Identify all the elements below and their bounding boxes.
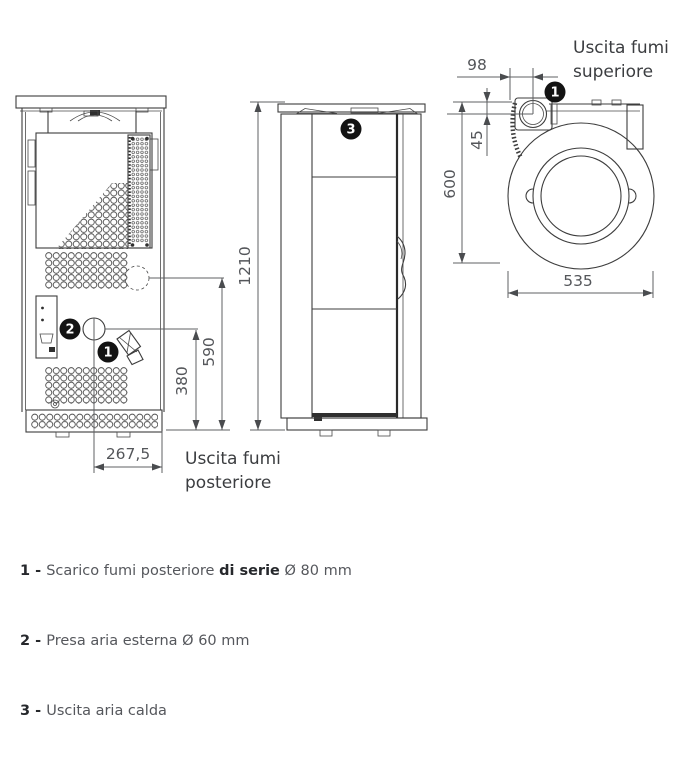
svg-text:1: 1 [103,345,113,361]
rear-bracket-lower [28,171,35,205]
top-notch-left [526,189,533,203]
rear-vent-strip [128,135,150,248]
top-view [508,82,654,270]
rear-view [16,96,166,437]
top-junction-box [627,105,643,149]
legend-item-2 [20,632,440,651]
side-dimensions [236,102,285,430]
rear-latch-detail [70,110,120,121]
dim-98: 98 [467,56,487,74]
rear-smoke-pipe [117,331,143,365]
rear-outlet-label-line1: Uscita fumi [185,449,281,469]
marker-1-badge-rear [98,342,119,363]
rear-foot-left [56,432,69,437]
rear-outlet-label-line2: posteriore [185,473,272,493]
top-body-circle [508,123,654,269]
dim-267-5: 267,5 [105,445,151,463]
legend-item-2-number: 2 - [20,633,47,649]
rear-electrical-panel [36,296,57,358]
marker-1-badge-top [545,82,566,103]
marker-2-badge [60,319,81,340]
side-view [278,104,427,436]
dim-45: 45 [468,130,486,150]
side-bottom-strip [312,413,397,417]
legend-item-2-text: Presa aria esterna [46,633,183,649]
svg-text:3: 3 [346,122,356,138]
door-handle [397,236,406,299]
top-outlet-label-line2: superiore [573,62,654,82]
dim-600: 600 [441,169,459,199]
rear-hole-pattern-middle [45,252,128,289]
top-outlet-label-line1: Uscita fumi [573,38,669,58]
dim-535: 535 [563,272,593,290]
rear-bracket-upper [28,140,35,167]
legend-item-1-number: 1 - [20,563,47,579]
side-plinth [287,418,427,430]
upper-outlet-dashed-circle [125,266,149,290]
legend-item-1-rest: Ø 80 mm [279,563,352,579]
top-plate-ring-outer [533,148,629,244]
marker-3-badge [341,119,362,140]
side-vent-slots [297,108,417,114]
svg-text:2: 2 [65,322,75,338]
rear-foot-right [117,432,130,437]
legend-item-2-rest: Ø 60 mm [182,633,250,649]
top-plate-ring-inner [541,156,621,236]
legend [20,524,440,772]
legend-item-3-text: Uscita aria calda [46,703,167,719]
rear-bracket-right [150,139,158,170]
legend-item-3 [20,702,440,721]
legend-item-1 [20,562,440,581]
dim-380: 380 [173,366,191,396]
legend-item-1-text: Scarico fumi posteriore [46,563,220,579]
top-notch-right [629,189,636,203]
side-foot-right [378,430,390,436]
rear-hole-pattern-lower [45,367,128,404]
rear-top-plate [16,96,166,108]
power-socket [40,334,53,343]
dim-590: 590 [200,337,218,367]
top-dimensions [441,38,669,298]
side-body [281,114,421,418]
svg-text:1: 1 [550,85,560,101]
legend-item-3-number: 3 - [20,703,47,719]
side-foot-left [320,430,332,436]
dim-1210: 1210 [236,246,254,286]
rear-hole-pattern-diagonal [50,182,128,249]
legend-item-1-bold: di serie [219,563,280,579]
